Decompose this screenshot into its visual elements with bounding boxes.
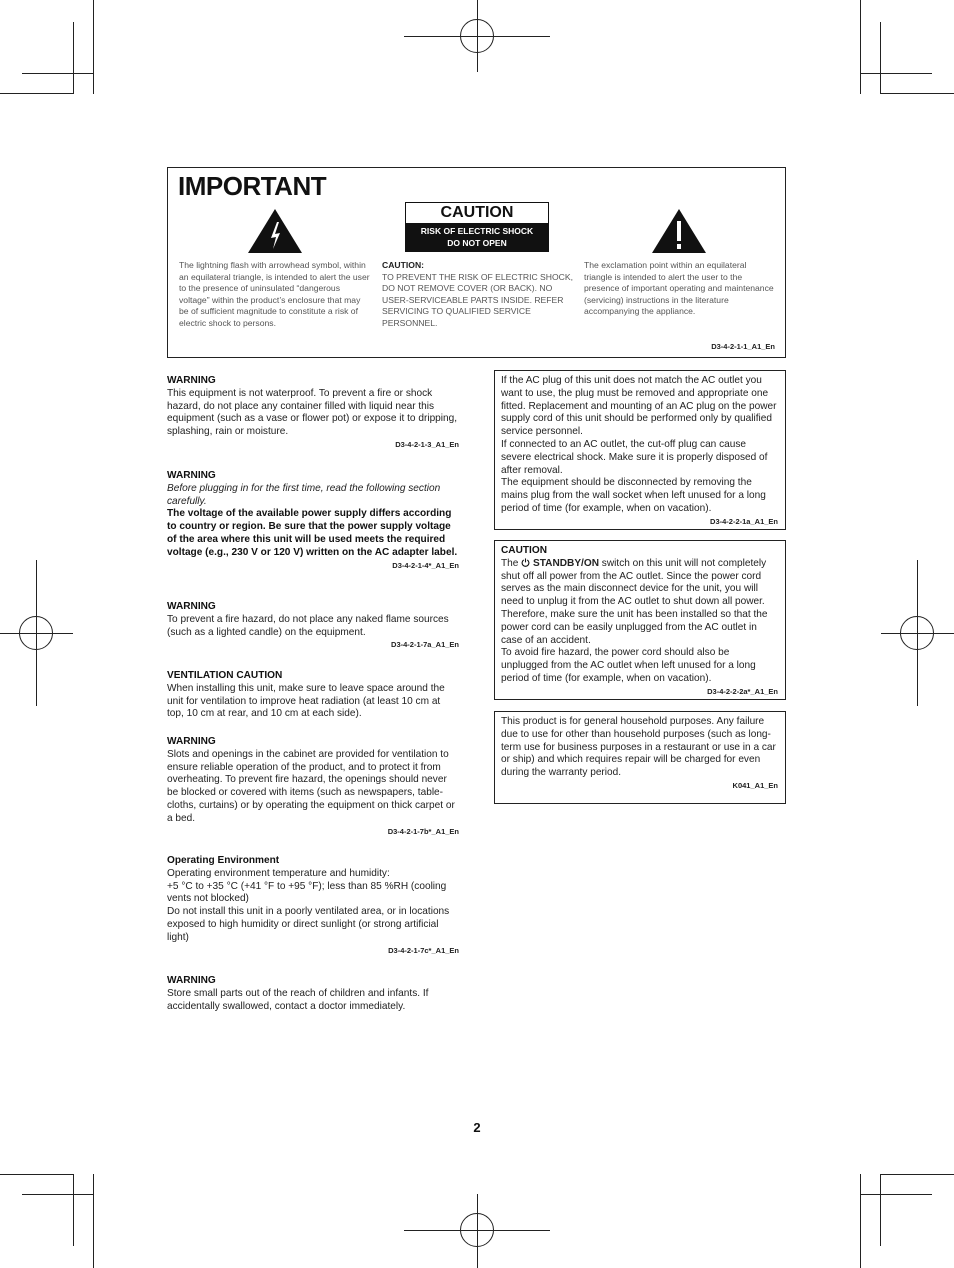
section-code: D3-4-2-1-1_A1_En bbox=[711, 342, 775, 351]
caution-label-main: CAUTION bbox=[440, 204, 514, 221]
section-code: K041_A1_En bbox=[732, 780, 778, 790]
section-code: D3-4-2-1-7b*_A1_En bbox=[387, 826, 459, 836]
lightning-warning-icon bbox=[247, 208, 303, 259]
lightning-description: The lightning flash with arrowhead symbol, within an equilateral triangle, is intended to alert the user to the presence of uninsulated “dangerous voltage” within the product’s enclosure that may be of sufficient magnitude to constitute a risk of electric shock to persons. bbox=[179, 260, 370, 328]
warning-small-parts: WARNING Store small parts out of the reach of children and infants. If accidentally swallowed, contact a doctor immediately. bbox=[167, 975, 429, 1012]
page-number: 2 bbox=[473, 1120, 481, 1135]
section-code: D3-4-2-2-1a_A1_En bbox=[710, 516, 778, 526]
section-code: D3-4-2-1-7a_A1_En bbox=[391, 640, 459, 650]
caution-label bbox=[405, 202, 549, 252]
warning-flame: WARNING To prevent a fire hazard, do not place any naked flame sources (such as a lighted candle) on the equipment. D3-4-2-1-7a_A1_En bbox=[167, 601, 459, 652]
household-use-box: This product is for general household purposes. Any failure due to use for other than household purposes (such as long-term use for business purposes in a restaurant or use in a car or ship) and which requires repair will be charged for even during the warranty period. K041_A1_En bbox=[494, 711, 786, 804]
section-code: D3-4-2-1-4*_A1_En bbox=[392, 560, 459, 570]
caution-label-sub: RISK OF ELECTRIC SHOCK DO NOT OPEN bbox=[406, 223, 548, 251]
important-box bbox=[167, 167, 786, 358]
page-title: IMPORTANT bbox=[178, 171, 327, 201]
exclamation-description: The exclamation point within an equilateral triangle is intended to alert the user to the presence of important operating and maintenance (servicing) instructions in the literature accompanying the appliance. bbox=[584, 260, 774, 317]
operating-environment: Operating Environment Operating environment temperature and humidity: +5 °C to +35 °C (+41 °F to +95 °F); less than 85 %RH (cooling vents not blocked) Do not install this unit in a poorly ventilated area, or in locations exposed to high humidity or direct sunlight (or strong artificial light) D3-4-2-1-7c*_A1_En bbox=[167, 855, 459, 957]
section-code: D3-4-2-1-3_A1_En bbox=[395, 439, 459, 449]
ac-plug-box: If the AC plug of this unit does not match the AC outlet you want to use, the plug must be removed and appropriate one fitted. Replacement and mounting of an AC plug on the power supply cord of this unit should be performed only by qualified service personnel. If connected to an AC outlet, the cut-off plug can cause severe electrical shock. Make sure it is properly disposed of after removal. The equipment should be disconnected by removing the mains plug from the wall socket when left unused for a long period of time (for example, when on vacation). D3-4-2-2-1a_A1_En bbox=[494, 370, 786, 530]
warning-voltage: WARNING Before plugging in for the first time, read the following section carefully. The voltage of the available power supply differs according to country or region. Be sure that the power supply voltage of the area where this unit will be used meets the required voltage (e.g., 230 V or 120 V) written on the AC adapter label. D3-4-2-1-4*_A1_En bbox=[167, 470, 459, 572]
ventilation-caution: VENTILATION CAUTION When installing this unit, make sure to leave space around the unit for ventilation to improve heat radiation (at least 10 cm at top, 10 cm at rear, and 10 cm at each side). bbox=[167, 670, 445, 720]
warning-openings: WARNING Slots and openings in the cabinet are provided for ventilation to ensure reliable operation of the product, and to protect it from overheating. To prevent fire hazard, the openings should never be blocked or covered with items (such as newspapers, table-cloths, curtains) or by operating the equipment on thick carpet or a bed. D3-4-2-1-7b*_A1_En bbox=[167, 736, 459, 838]
section-code: D3-4-2-1-7c*_A1_En bbox=[388, 945, 459, 955]
caution-description: CAUTION: TO PREVENT THE RISK OF ELECTRIC SHOCK, DO NOT REMOVE COVER (OR BACK). NO USER-SERVICEABLE PARTS INSIDE. REFER SERVICING TO QUALIFIED SERVICE PERSONNEL. bbox=[382, 260, 574, 328]
warning-waterproof: WARNING This equipment is not waterproof. To prevent a fire or shock hazard, do not place any container filled with liquid near this equipment (such as a vase or flower pot) or expose it to dripping, splashing, rain or moisture. D3-4-2-1-3_A1_En bbox=[167, 375, 459, 452]
power-icon bbox=[521, 558, 530, 567]
standby-caution-box: CAUTION The STANDBY/ON switch on this unit will not completely shut off all power from the AC outlet. Since the power cord serves as the main disconnect device for the unit, you will need to unplug it from the AC outlet to shut down all power. Therefore, make sure the unit has been installed so that the power cord can be easily unplugged from the AC outlet in case of an accident. To avoid fire hazard, the power cord should also be unplugged from the AC outlet when left unused for a long period of time (for example, when on vacation). D3-4-2-2-2a*_A1_En bbox=[494, 540, 786, 700]
exclamation-warning-icon bbox=[651, 208, 707, 259]
section-code: D3-4-2-2-2a*_A1_En bbox=[707, 686, 778, 696]
